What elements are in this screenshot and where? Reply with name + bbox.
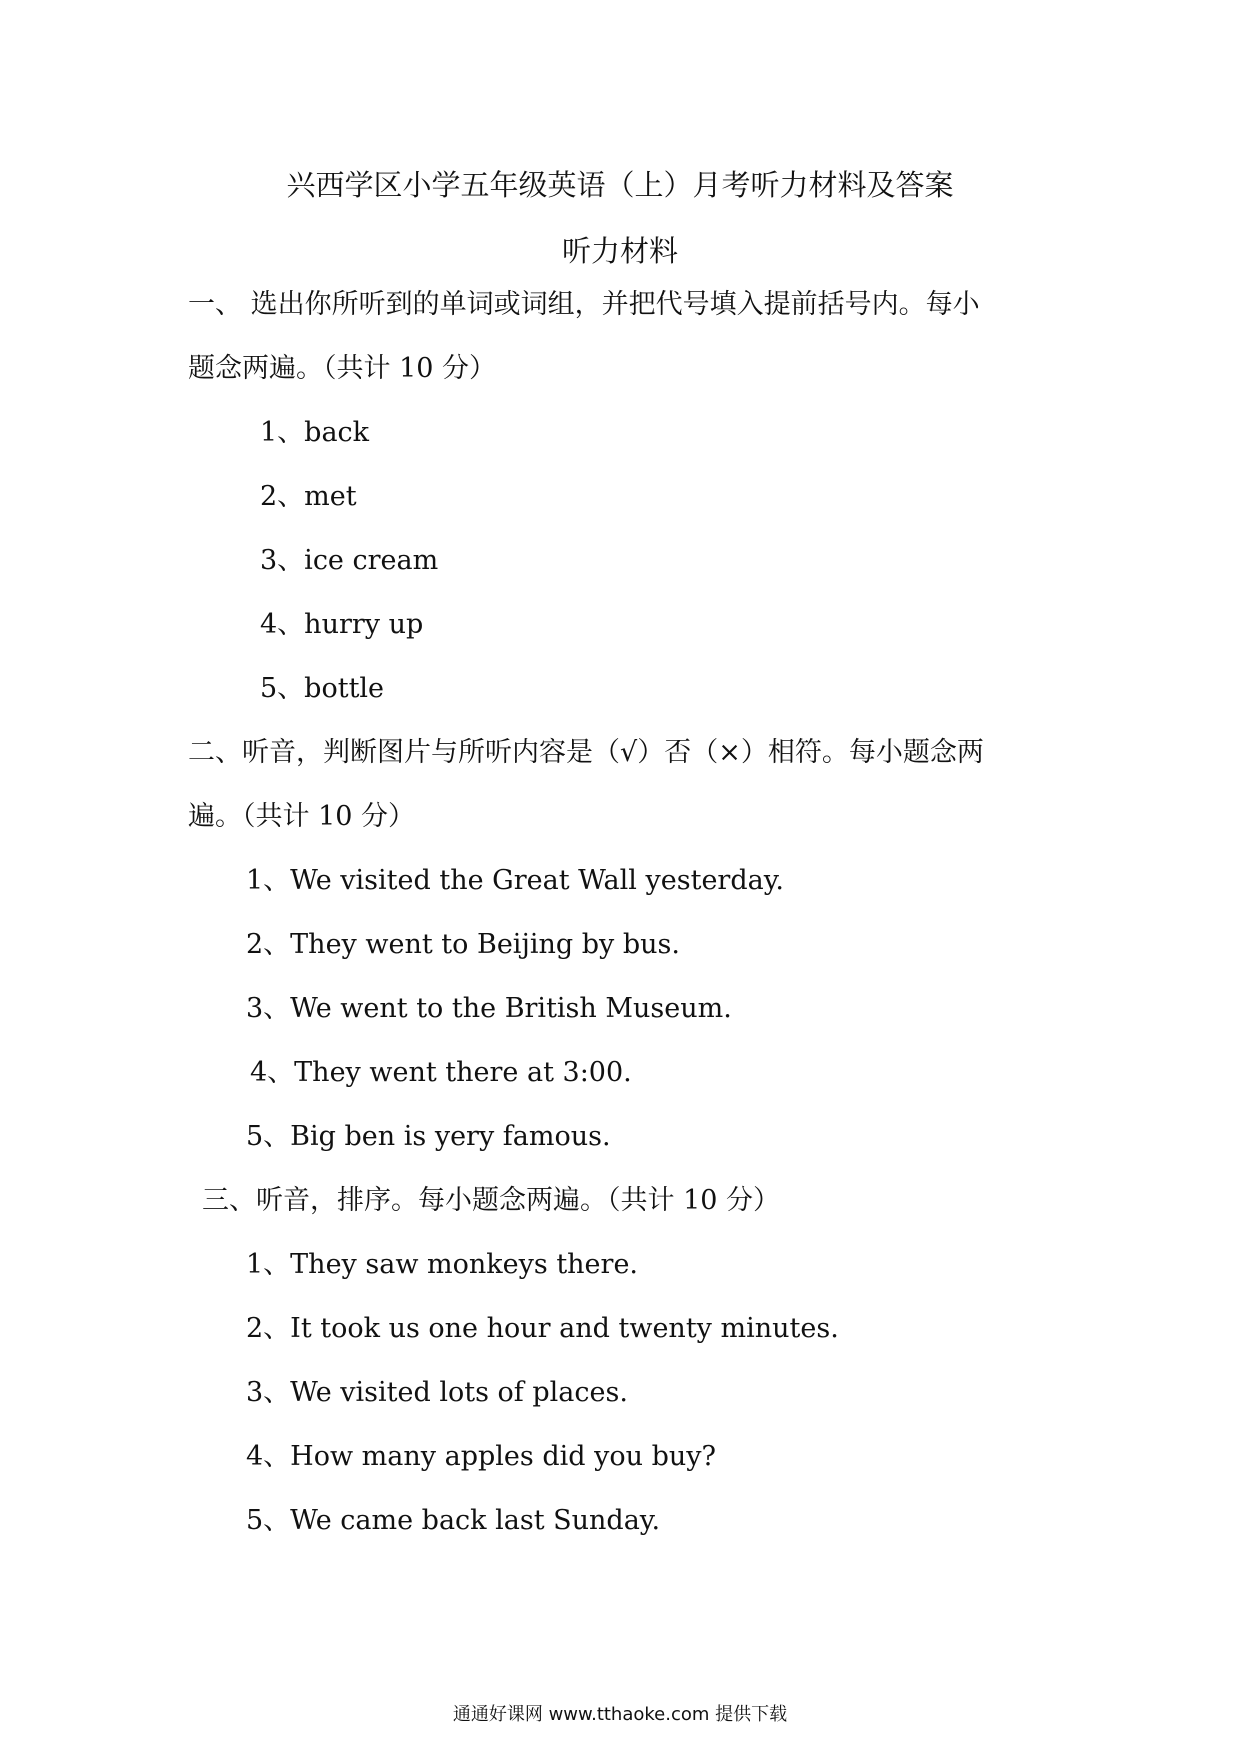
list-item: 3、We went to the British Museum. xyxy=(246,993,732,1024)
document-subtitle: 听力材料 xyxy=(561,234,678,268)
section-2-heading: 二、听音，判断图片与所听内容是（√）否（×）相符。每小题念两 xyxy=(188,737,984,768)
list-item: 1、back xyxy=(260,417,370,448)
footer-download-note: 通通好课网 www.tthaoke.com 提供下载 xyxy=(452,1704,788,1725)
list-item: 4、How many apples did you buy? xyxy=(246,1441,716,1472)
section-2-heading-cont: 遍。（共计 10 分） xyxy=(188,801,416,832)
list-item: 4、They went there at 3:00. xyxy=(250,1057,632,1088)
list-item: 3、We visited lots of places. xyxy=(246,1377,628,1408)
list-item: 5、bottle xyxy=(260,673,385,704)
list-item: 2、met xyxy=(260,481,357,512)
list-item: 4、hurry up xyxy=(260,609,424,640)
list-item: 5、We came back last Sunday. xyxy=(246,1505,661,1536)
list-item: 3、ice cream xyxy=(260,545,439,576)
list-item: 1、We visited the Great Wall yesterday. xyxy=(246,865,784,896)
section-1-heading: 一、 选出你所听到的单词或词组，并把代号填入提前括号内。每小 xyxy=(188,289,980,320)
list-item: 2、It took us one hour and twenty minutes. xyxy=(246,1313,839,1344)
document-title: 兴西学区小学五年级英语（上）月考听力材料及答案 xyxy=(286,168,954,202)
list-item: 1、They saw monkeys there. xyxy=(246,1249,639,1280)
section-1-heading-cont: 题念两遍。（共计 10 分） xyxy=(188,353,497,384)
list-item: 5、Big ben is yery famous. xyxy=(246,1121,611,1152)
list-item: 2、They went to Beijing by bus. xyxy=(246,929,680,960)
section-3-heading: 三、听音，排序。每小题念两遍。（共计 10 分） xyxy=(202,1185,781,1216)
